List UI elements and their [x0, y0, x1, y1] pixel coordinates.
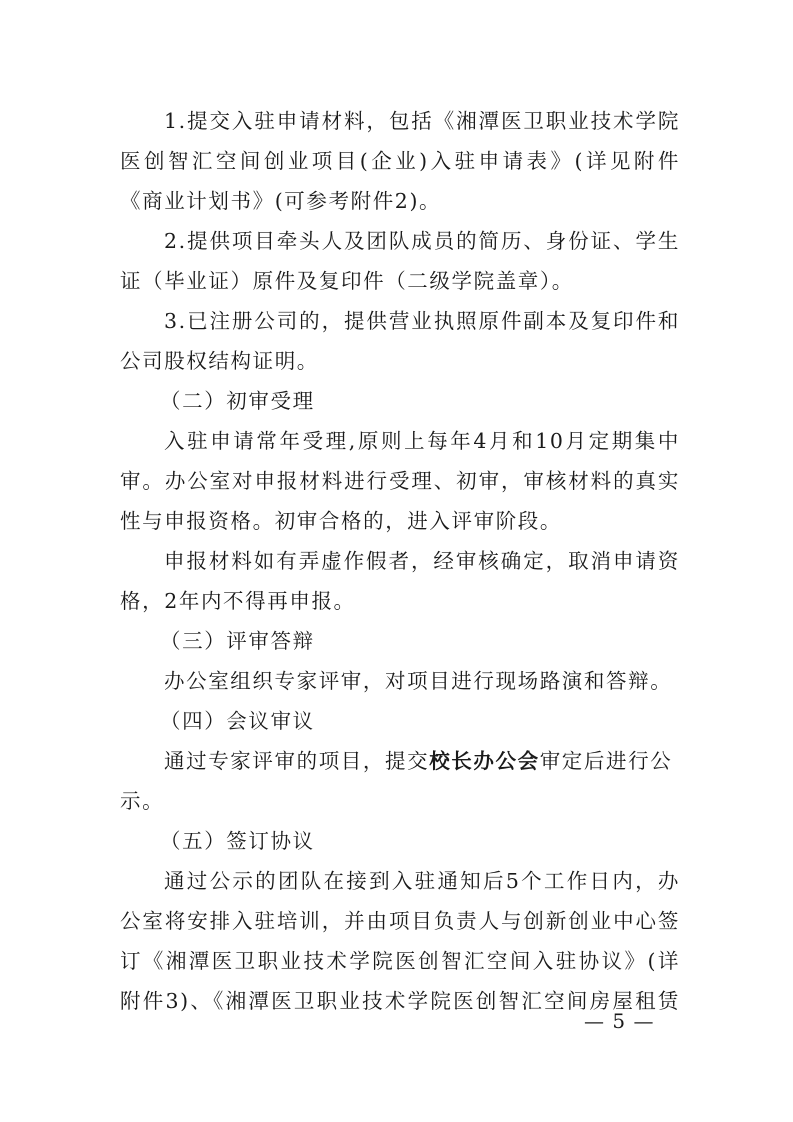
- item1-line1: 1.提交入驻申请材料，包括《湘潭医卫职业技术学院: [164, 109, 680, 133]
- section5-p1-line1: 通过公示的团队在接到入驻通知后5个工作日内，办: [164, 869, 680, 893]
- section3-p1-line1: 办公室组织专家评审，对项目进行现场路演和答辩。: [164, 669, 673, 693]
- item1-line2: 医创智汇空间创业项目(企业)入驻申请表》(详见附件: [120, 149, 680, 173]
- section2-p2-line1: 申报材料如有弄虚作假者，经审核确定，取消申请资: [164, 549, 680, 573]
- item1-line3: 《商业计划书》(可参考附件2)。: [120, 189, 442, 213]
- section2-heading: （二）初审受理: [160, 389, 315, 413]
- principal-office-meeting: 校长办公会: [429, 749, 540, 773]
- section2-p2-line2: 格，2年内不得再申报。: [120, 589, 356, 613]
- section5-heading: （五）签订协议: [160, 829, 315, 853]
- section5-p1-line3: 订《湘潭医卫职业技术学院医创智汇空间入驻协议》(详: [120, 949, 680, 973]
- section5-p1-line2: 公室将安排入驻培训，并由项目负责人与创新创业中心签: [120, 909, 680, 933]
- page-number: — 5 —: [584, 1009, 655, 1033]
- section4-p1-line1: [164, 746, 680, 776]
- item3-line1: 3.已注册公司的，提供营业执照原件副本及复印件和: [164, 309, 680, 333]
- section2-p1-line3: 性与申报资格。初审合格的，进入评审阶段。: [120, 509, 562, 533]
- item2-line1: 2.提供项目牵头人及团队成员的简历、身份证、学生: [164, 229, 680, 253]
- item3-line2: 公司股权结构证明。: [120, 349, 319, 373]
- section2-p1-line2: 审。办公室对申报材料进行受理、初审，审核材料的真实: [120, 469, 680, 493]
- section2-p1-line1: 入驻申请常年受理,原则上每年4月和10月定期集中: [164, 429, 680, 453]
- section4-text-a: 通过专家评审的项目，提交: [164, 749, 430, 773]
- item2-line2: 证（毕业证）原件及复印件（二级学院盖章）。: [120, 269, 574, 293]
- section4-text-b: 审定后进行公: [539, 749, 673, 773]
- section3-heading: （三）评审答辩: [160, 629, 315, 653]
- section5-p1-line4: 附件3)、《湘潭医卫职业技术学院医创智汇空间房屋租赁: [120, 989, 680, 1013]
- section4-p1-line2: 示。: [120, 789, 165, 813]
- section4-heading: （四）会议审议: [160, 709, 315, 733]
